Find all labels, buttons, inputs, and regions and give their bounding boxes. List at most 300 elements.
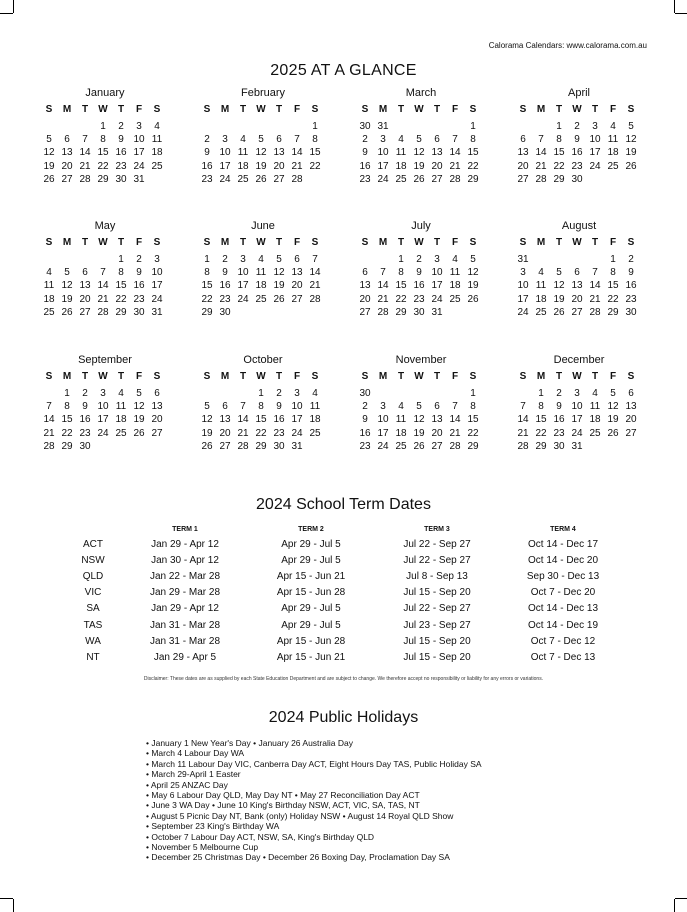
day-cell: 12 [607,401,619,413]
week-row [198,279,328,292]
week-row [356,160,486,173]
week-row [514,306,644,319]
day-cell: 31 [431,306,443,318]
term-date-range: Jul 23 - Sep 27 [403,619,471,631]
week-row [198,427,328,440]
day-cell: 24 [431,293,443,305]
day-cell: 20 [79,293,91,305]
day-cell: 8 [204,267,210,279]
day-cell: 29 [467,173,479,185]
holiday-item: • October 7 Labour Day ACT, NSW, SA, King's Birthday QLD [146,831,375,842]
week-row [514,400,644,413]
day-cell: 1 [118,254,124,265]
day-cell: 1 [258,388,264,399]
day-cell: 3 [434,254,440,265]
day-cell: 18 [115,414,127,426]
weekday-header: S [311,371,319,382]
day-cell: 9 [362,147,368,159]
day-cell [40,253,58,266]
week-row [514,387,644,400]
weekday-header: S [627,104,635,115]
week-row [514,413,644,426]
school-term-row [64,633,626,649]
day-cell: 17 [377,427,389,439]
day-cell: 25 [395,440,407,452]
day-cell [374,387,392,400]
term-date-range: Jan 22 - Mar 28 [149,570,221,582]
week-row [198,253,328,266]
month-name: June [251,220,275,232]
day-cell: 21 [535,160,547,172]
state-label: TAS [83,619,103,631]
day-cell [306,440,324,453]
day-cell: 6 [628,388,634,399]
day-cell: 27 [61,173,73,185]
day-cell: 28 [97,306,109,318]
weekday-header: F [609,371,617,382]
week-row [356,400,486,413]
day-cell: 16 [79,414,91,426]
day-cell: 4 [610,121,616,132]
day-cell: 13 [151,401,163,413]
day-cell [622,440,640,453]
day-cell: 15 [535,414,547,426]
weekday-header-row [198,367,328,387]
weekday-header: T [591,371,599,382]
day-cell: 12 [625,134,637,146]
week-row [198,413,328,426]
weekday-header: S [203,371,211,382]
holiday-item: • June 3 WA Day • June 10 King's Birthday NSW, ACT, VIC, SA, TAS, NT [146,800,420,811]
day-cell: 10 [517,280,529,292]
day-cell: 18 [237,160,249,172]
week-row [356,440,486,453]
weekday-header: M [62,237,72,248]
week-row [514,279,644,292]
day-cell [40,387,58,400]
day-cell: 6 [362,267,368,279]
day-cell: 17 [237,280,249,292]
weekday-header: S [153,104,161,115]
day-cell: 21 [517,427,529,439]
day-cell [532,120,550,133]
day-cell: 8 [64,401,70,413]
day-cell: 21 [237,427,249,439]
day-cell: 15 [255,414,267,426]
public-holidays-list [146,738,482,863]
day-cell: 13 [431,414,443,426]
day-cell: 25 [395,173,407,185]
day-cell: 30 [219,306,231,318]
week-row [356,279,486,292]
school-term-row [64,617,626,633]
day-cell: 27 [571,306,583,318]
day-cell: 1 [204,254,210,265]
day-cell: 8 [100,134,106,146]
weekday-header: S [311,237,319,248]
day-cell [446,306,464,319]
day-cell: 26 [413,440,425,452]
day-cell: 24 [291,427,303,439]
day-cell [216,120,234,133]
day-cell: 9 [556,401,562,413]
day-cell: 19 [133,414,145,426]
state-label: VIC [84,587,102,599]
weekday-header: S [361,104,369,115]
day-cell: 28 [291,173,303,185]
week-row [40,440,170,453]
day-cell: 16 [133,280,145,292]
term-date-range: Jul 22 - Sep 27 [403,603,471,615]
day-cell: 15 [395,280,407,292]
day-cell [252,120,270,133]
day-cell: 29 [115,306,127,318]
day-cell: 15 [467,414,479,426]
day-cell: 15 [467,147,479,159]
weekday-header: W [414,371,424,382]
day-cell: 8 [398,267,404,279]
week-row [514,266,644,279]
month-block [356,219,486,319]
day-cell: 17 [151,280,163,292]
weekday-header: S [519,237,527,248]
week-row [356,413,486,426]
day-cell: 24 [377,440,389,452]
day-cell: 10 [291,401,303,413]
term-dates-disclaimer: Disclaimer: These dates are as supplied by each State Education Department and are subject to change. We therefore accept no responsibility or liability for any errors or variations. [143,676,544,682]
day-cell: 26 [43,173,55,185]
weekday-header: T [275,371,283,382]
month-block [356,86,486,186]
day-cell: 27 [291,293,303,305]
day-cell [446,120,464,133]
day-cell [216,387,234,400]
day-cell: 10 [431,267,443,279]
day-cell: 7 [452,401,458,413]
term-date-range: Apr 15 - Jun 21 [276,570,346,582]
weekday-header: M [536,237,546,248]
day-cell: 3 [520,267,526,279]
day-cell: 18 [449,280,461,292]
day-cell: 3 [574,388,580,399]
term-date-range: Jul 22 - Sep 27 [403,554,471,566]
week-row [198,120,328,133]
day-cell: 5 [556,267,562,279]
month-block [198,219,328,319]
day-cell: 13 [61,147,73,159]
day-cell [94,253,112,266]
month-block [40,219,170,319]
school-terms-table [64,522,626,666]
day-cell: 14 [377,280,389,292]
term-date-range: Apr 15 - Jun 28 [276,635,346,647]
day-cell: 17 [517,293,529,305]
day-cell: 4 [398,134,404,146]
day-cell: 23 [79,427,91,439]
day-cell: 5 [416,401,422,413]
term-date-range: Apr 29 - Jul 5 [281,554,341,566]
day-cell [604,173,622,186]
day-cell: 21 [309,280,321,292]
weekday-header: W [256,104,266,115]
week-row [40,400,170,413]
day-cell [604,440,622,453]
weekday-header: T [397,104,405,115]
holiday-item: • March 4 Labour Day WA [146,748,245,759]
school-terms-title: 2024 School Term Dates [256,496,431,513]
day-cell: 14 [449,414,461,426]
day-cell: 25 [449,293,461,305]
day-cell: 3 [294,388,300,399]
day-cell: 2 [416,254,422,265]
month-name: July [411,220,431,232]
day-cell: 11 [395,414,407,426]
month-block [40,353,170,453]
weekday-header: T [397,371,405,382]
day-cell: 22 [201,293,213,305]
day-cell: 26 [133,427,145,439]
day-cell: 3 [380,134,386,146]
school-term-row [64,552,626,568]
day-cell [198,387,216,400]
term-date-range: Jan 31 - Mar 28 [149,619,221,631]
day-cell: 3 [240,254,246,265]
week-row [40,253,170,266]
day-cell [392,120,410,133]
day-cell [130,440,148,453]
day-cell: 12 [413,414,425,426]
day-cell: 18 [309,414,321,426]
day-cell: 26 [413,173,425,185]
day-cell: 8 [470,134,476,146]
day-cell: 16 [625,280,637,292]
state-label: QLD [82,570,104,582]
day-cell: 26 [61,306,73,318]
day-cell: 17 [589,147,601,159]
day-cell: 6 [574,267,580,279]
day-cell: 20 [359,293,371,305]
weekday-header: W [572,104,582,115]
state-label: ACT [83,538,103,550]
term-date-range: Apr 15 - Jun 28 [276,587,346,599]
day-cell: 21 [449,427,461,439]
term-date-range: Jul 15 - Sep 20 [403,651,471,663]
day-cell: 30 [359,121,371,132]
day-cell: 4 [46,267,52,279]
day-cell [234,387,252,400]
week-row [198,160,328,173]
weekday-header: S [153,237,161,248]
weekday-header: S [469,237,477,248]
week-row [356,253,486,266]
day-cell [356,253,374,266]
day-cell: 9 [416,267,422,279]
holiday-item: • September 23 King's Birthday WA [146,821,280,832]
day-cell: 1 [398,254,404,265]
day-cell: 6 [434,401,440,413]
holiday-item: • November 5 Melbourne Cup [146,842,259,853]
day-cell: 10 [219,147,231,159]
day-cell: 24 [517,306,529,318]
day-cell: 18 [395,160,407,172]
day-cell: 15 [553,147,565,159]
weekday-header-row [40,367,170,387]
weekday-header: F [293,371,301,382]
day-cell: 30 [273,440,285,452]
weekday-header: T [591,104,599,115]
day-cell: 12 [467,267,479,279]
day-cell: 23 [115,160,127,172]
day-cell: 5 [136,388,142,399]
day-cell: 3 [222,134,228,146]
term-date-range: Jan 31 - Mar 28 [149,635,221,647]
holiday-item: • March 29-April 1 Easter [146,769,241,780]
day-cell: 19 [201,427,213,439]
day-cell: 10 [377,147,389,159]
day-cell: 19 [553,293,565,305]
school-term-row [64,536,626,552]
term-header: TERM 4 [550,525,576,533]
school-term-row [64,601,626,617]
day-cell: 11 [43,280,55,292]
day-cell [514,387,532,400]
weekday-header: S [203,237,211,248]
weekday-header: T [433,104,441,115]
day-cell: 2 [628,254,634,265]
weekday-header-row [40,100,170,120]
week-row [40,266,170,279]
day-cell: 11 [607,134,619,146]
day-cell: 10 [133,134,145,146]
day-cell: 18 [255,280,267,292]
day-cell: 2 [204,134,210,146]
term-header: TERM 2 [298,525,324,533]
day-cell: 25 [43,306,55,318]
page-title: 2025 AT A GLANCE [270,62,417,79]
weekday-header: M [220,104,230,115]
day-cell: 2 [574,121,580,132]
day-cell: 10 [97,401,109,413]
day-cell: 3 [380,401,386,413]
day-cell: 13 [291,267,303,279]
term-date-range: Oct 7 - Dec 20 [530,587,596,599]
weekday-header: T [275,237,283,248]
week-row [356,293,486,306]
day-cell: 10 [589,134,601,146]
day-cell: 22 [115,293,127,305]
day-cell: 25 [309,427,321,439]
week-row [40,120,170,133]
month-name: December [553,354,605,366]
day-cell: 22 [395,293,407,305]
weekday-header: S [519,371,527,382]
weekday-header: W [572,371,582,382]
weekday-header: T [239,237,247,248]
day-cell [112,440,130,453]
day-cell: 14 [291,147,303,159]
day-cell: 24 [97,427,109,439]
week-row [198,387,328,400]
day-cell: 16 [553,414,565,426]
day-cell: 16 [359,160,371,172]
week-row [356,306,486,319]
day-cell: 18 [151,147,163,159]
weekday-header: T [81,104,89,115]
day-cell: 20 [431,427,443,439]
week-row [514,293,644,306]
day-cell: 9 [136,267,142,279]
day-cell: 29 [201,306,213,318]
term-date-range: Oct 14 - Dec 19 [527,619,599,631]
term-date-range: Jan 30 - Apr 12 [151,554,219,566]
term-date-range: Jan 29 - Apr 12 [151,538,219,550]
day-cell: 17 [291,414,303,426]
day-cell: 6 [154,388,160,399]
day-cell [586,440,604,453]
day-cell: 11 [309,401,321,413]
day-cell: 14 [535,147,547,159]
day-cell: 16 [273,414,285,426]
day-cell: 30 [413,306,425,318]
day-cell: 28 [589,306,601,318]
weekday-header: T [117,371,125,382]
day-cell: 27 [79,306,91,318]
day-cell: 14 [237,414,249,426]
day-cell [76,253,94,266]
day-cell: 12 [273,267,285,279]
day-cell: 12 [413,147,425,159]
day-cell: 16 [413,280,425,292]
day-cell: 2 [362,134,368,146]
day-cell: 11 [115,401,127,413]
crop-mark-bottom-right-h [675,898,687,899]
day-cell: 13 [359,280,371,292]
day-cell: 28 [237,440,249,452]
weekday-header: F [293,237,301,248]
term-date-range: Oct 14 - Dec 13 [527,603,599,615]
day-cell: 20 [517,160,529,172]
day-cell: 5 [64,267,70,279]
day-cell: 6 [434,134,440,146]
term-date-range: Jan 29 - Apr 12 [151,603,219,615]
day-cell: 30 [79,440,91,452]
week-row [40,279,170,292]
day-cell [198,120,216,133]
day-cell: 24 [151,293,163,305]
term-date-range: Jul 22 - Sep 27 [403,538,471,550]
day-cell [234,120,252,133]
weekday-header: S [627,371,635,382]
month-block [198,86,328,186]
state-label: WA [85,635,101,647]
day-cell: 23 [359,440,371,452]
day-cell: 29 [607,306,619,318]
day-cell: 20 [219,427,231,439]
term-date-range: Jan 29 - Apr 5 [153,651,217,663]
day-cell: 13 [517,147,529,159]
holiday-item: • December 25 Christmas Day • December 26 Boxing Day, Proclamation Day SA [146,852,450,863]
day-cell: 8 [538,401,544,413]
weekday-header: W [98,371,108,382]
day-cell: 26 [255,173,267,185]
week-row [198,146,328,159]
day-cell: 9 [362,414,368,426]
day-cell: 9 [204,147,210,159]
day-cell: 28 [449,440,461,452]
day-cell: 28 [43,440,55,452]
day-cell: 9 [82,401,88,413]
day-cell: 5 [276,254,282,265]
